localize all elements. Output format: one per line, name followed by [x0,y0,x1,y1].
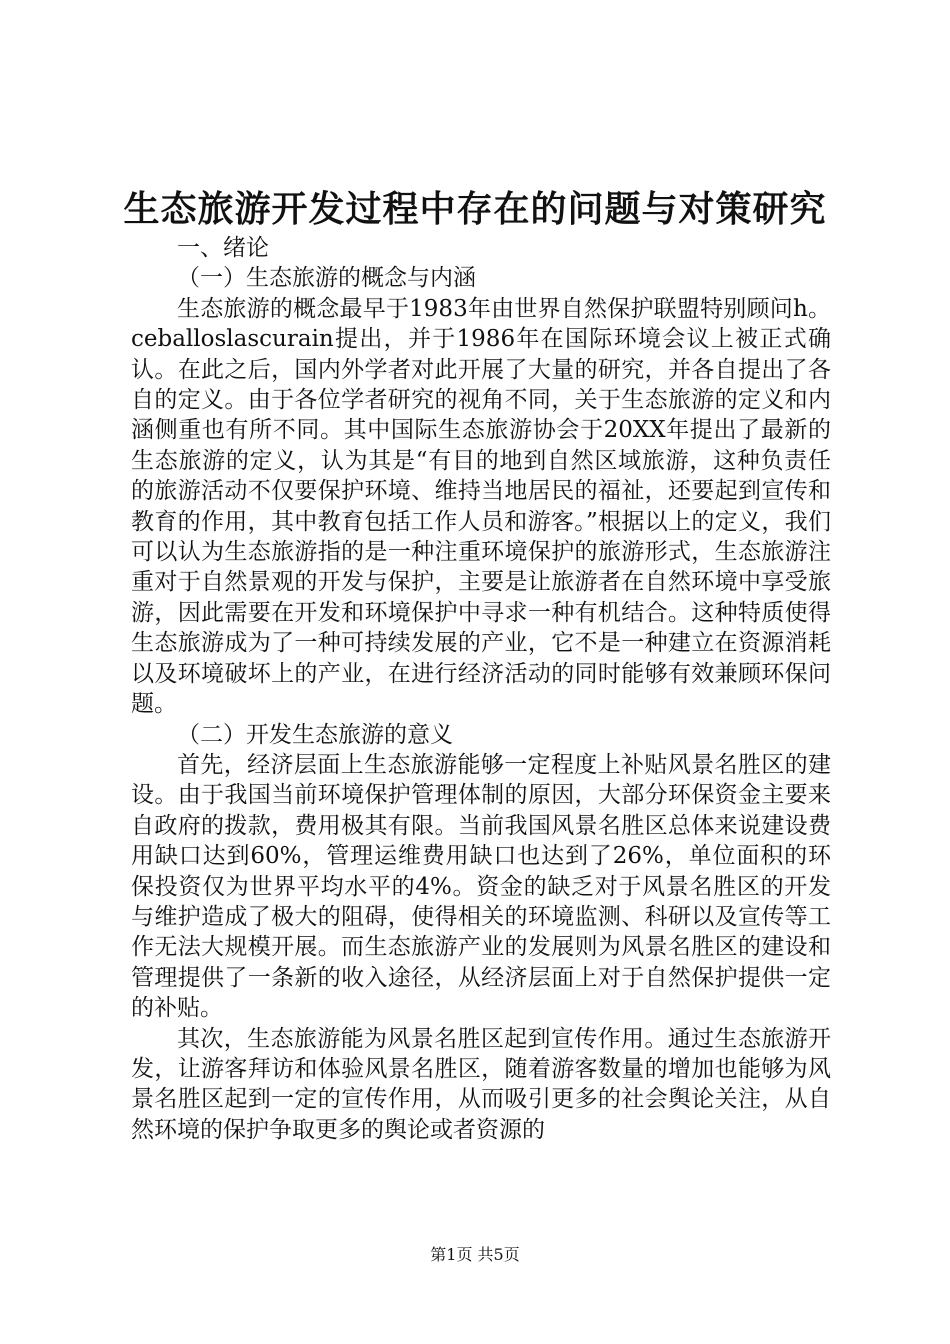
paragraph-concept: 生态旅游的概念最早于1983年由世界自然保护联盟特别顾问h。ceballoslascurain提出，并于1986年在国际环境会议上被正式确认。在此之后，国内外学者对此开展了大量的研究，并各自提出了各自的定义。由于各位学者研究的视角不同，关于生态旅游的定义和内涵侧重也有所不同。其中国际生态旅游协会于20XX年提出了最新的生态旅游的定义，认为其是“有目的地到自然区域旅游，这种负责任的旅游活动不仅要保护环境、维持当地居民的福祉，还要起到宣传和教育的作用，其中教育包括工作人员和游客。”根据以上的定义，我们可以认为生态旅游指的是一种注重环境保护的旅游形式，生态旅游注重对于自然景观的开发与保护，主要是让旅游者在自然环境中享受旅游，因此需要在开发和环境保护中寻求一种有机结合。这种特质使得生态旅游成为了一种可持续发展的产业，它不是一种建立在资源消耗以及环境破坏上的产业，在进行经济活动的同时能够有效兼顾环保问题。 [131,295,831,718]
subsection-heading-concept: （一）生态旅游的概念与内涵 [177,265,476,292]
document-title: 生态旅游开发过程中存在的问题与对策研究 [123,188,827,230]
paragraph-promotion: 其次，生态旅游能为风景名胜区起到宣传作用。通过生态旅游开发，让游客拜访和体验风景名胜区，随着游客数量的增加也能够为风景名胜区起到一定的宣传作用，从而吸引更多的社会舆论关注，从自然环境的保护争取更多的舆论或者资源的 [131,1025,831,1143]
page-footer: 第1页 共5页 [430,1245,520,1264]
document-body [131,233,831,1145]
subsection-heading-significance: （二）开发生态旅游的意义 [177,721,453,748]
paragraph-economic: 首先，经济层面上生态旅游能够一定程度上补贴风景名胜区的建设。由于我国当前环境保护管理体制的原因，大部分环保资金主要来自政府的拨款，费用极其有限。当前我国风景名胜区总体来说建设费用缺口达到60%，管理运维费用缺口也达到了26%，单位面积的环保投资仅为世界平均水平的4%。资金的缺乏对于风景名胜区的开发与维护造成了极大的阻碍，使得相关的环境监测、科研以及宣传等工作无法大规模开展。而生态旅游产业的发展则为风景名胜区的建设和管理提供了一条新的收入途径，从经济层面上对于自然保护提供一定的补贴。 [131,751,831,1022]
section-heading-intro: 一、绪论 [177,235,269,261]
